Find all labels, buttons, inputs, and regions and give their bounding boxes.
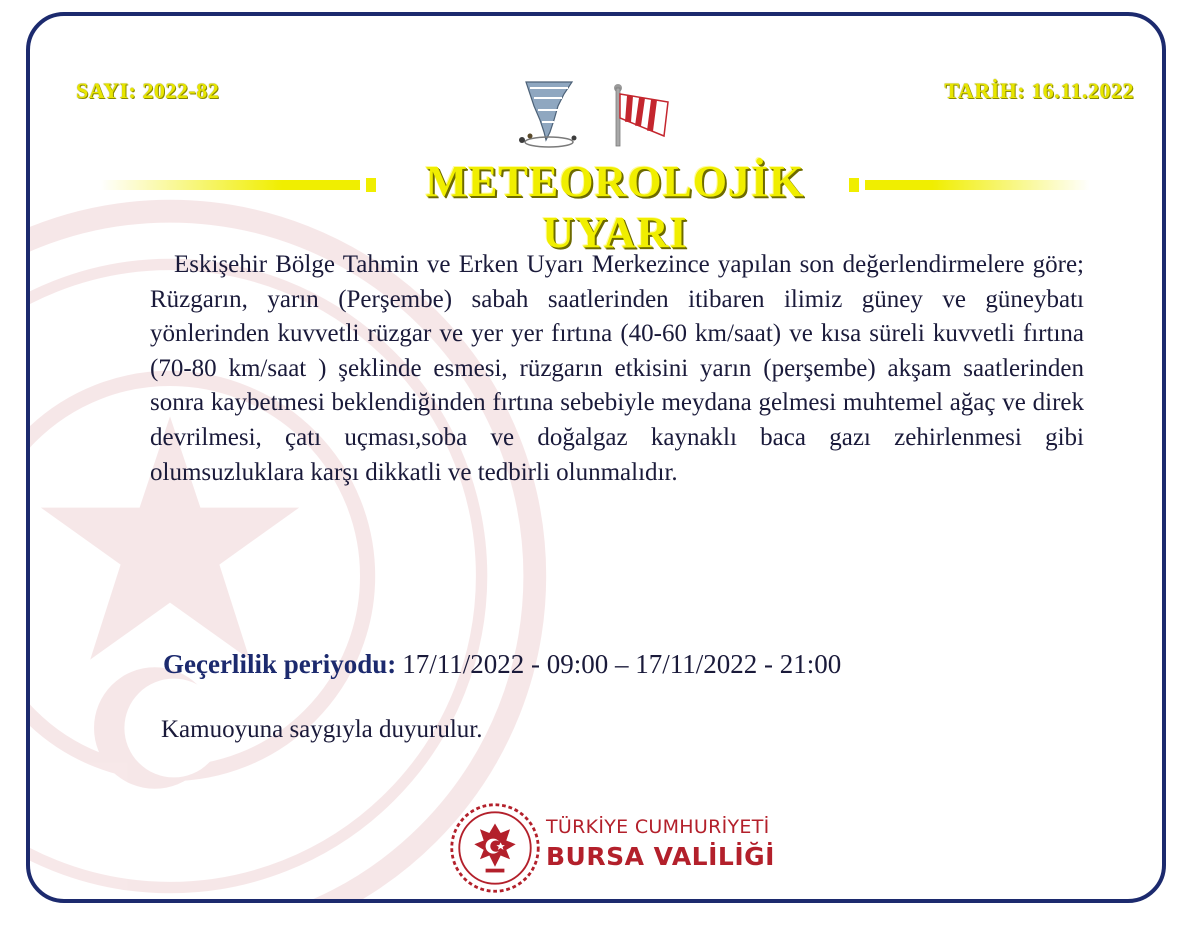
- title-rule-left: [100, 180, 360, 190]
- weather-icons: [504, 74, 674, 154]
- warning-paragraph: Eskişehir Bölge Tahmin ve Erken Uyarı Merkezince yapılan son değerlendirmelere göre; Rüzgarın, yarın (Perşembe) sabah saatlerinden itibaren ilimiz güney ve güneybatı yönlerinden kuvvetli rüzgar ve yer yer fırtına (40-60 km/saat) ve kısa süreli kuvvetli fırtına (70-80 km/saat ) şeklinde esmesi, rüzgarın etkisini yarın (perşembe) akşam saatlerinden sonra kaybetmesi beklendiğinden fırtına sebebiyle meydana gelmesi muhtemel ağaç ve direk devrilmesi, çatı uçması,soba ve doğalgaz kaynaklı baca gazı zehirlenmesi gibi olumsuzluklara karşı dikkatli ve tedbirli olunmalıdır.: [150, 251, 1084, 486]
- bursa-valiligi-logo: [448, 801, 542, 895]
- org-name-line1: TÜRKİYE CUMHURİYETİ: [546, 816, 770, 838]
- tornado-icon: [519, 82, 577, 147]
- windsock-icon: [614, 84, 668, 146]
- title-banner: [100, 152, 1090, 257]
- warning-body: [150, 248, 1084, 490]
- validity-label: Geçerlilik periyodu:: [163, 649, 397, 679]
- validity-period: [163, 649, 841, 680]
- public-notice: Kamuoyuna saygıyla duyurulur.: [161, 716, 483, 743]
- issue-number: SAYI: 2022-82: [76, 78, 220, 103]
- validity-value: 17/11/2022 - 09:00 – 17/11/2022 - 21:00: [402, 649, 842, 679]
- page-title: METEOROLOJİK UYARI: [425, 157, 805, 257]
- title-rule-right: [865, 180, 1090, 190]
- issue-date: TARİH: 16.11.2022: [944, 78, 1134, 103]
- org-name-line2: BURSA VALİLİĞİ: [546, 842, 775, 871]
- document-frame: [26, 12, 1166, 903]
